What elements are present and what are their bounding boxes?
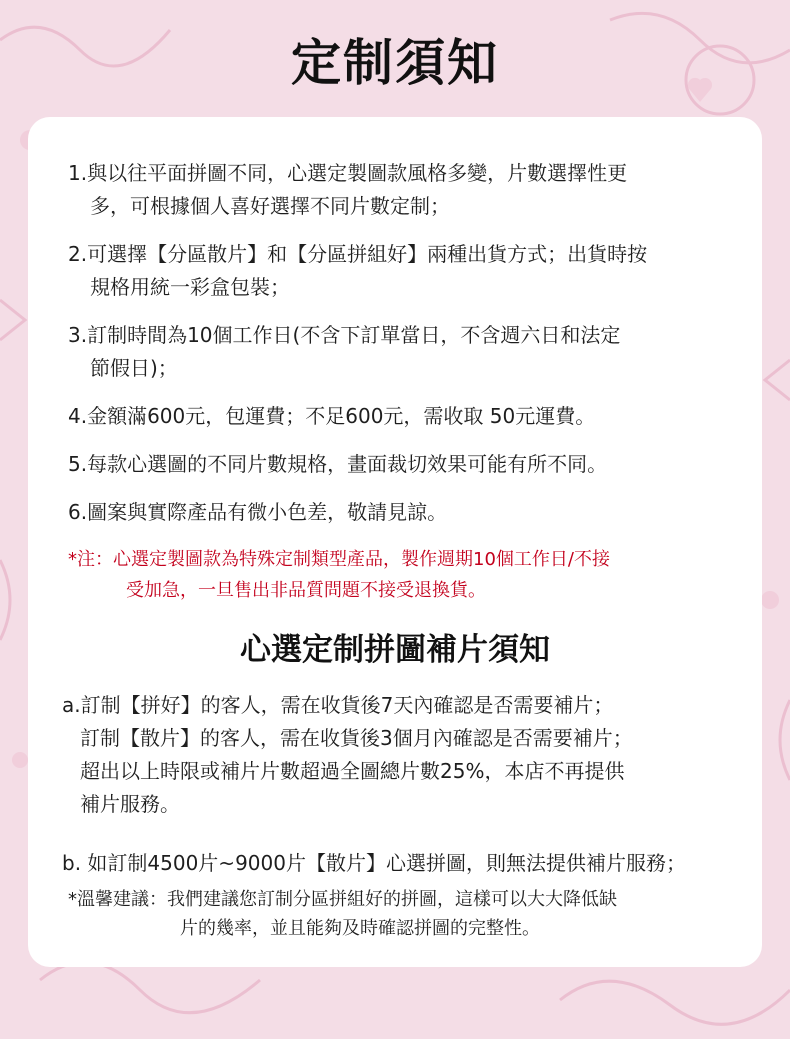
notice-line: 節假日)；	[90, 356, 178, 380]
notice-line: 4.金額滿600元，包運費；不足600元，需收取 50元運費。	[68, 404, 596, 428]
notice-card	[28, 117, 762, 967]
notice-item-3	[68, 319, 758, 385]
supplement-a	[62, 689, 752, 821]
notice-line: 5.每款心選圖的不同片數規格，畫面裁切效果可能有所不同。	[68, 452, 608, 476]
tip-line: 片的幾率，並且能夠及時確認拼圖的完整性。	[180, 918, 540, 939]
notice-line: 規格用統一彩盒包裝；	[90, 275, 290, 299]
notice-item-5	[68, 448, 758, 481]
notice-item-6	[68, 496, 758, 529]
supplement-line: 超出以上時限或補片片數超過全圖總片數25%，本店不再提供	[80, 759, 625, 783]
notice-item-2	[68, 238, 758, 304]
supplement-line: a.訂制【拼好】的客人，需在收貨後7天內確認是否需要補片；	[62, 693, 614, 717]
notice-line: 3.訂制時間為10個工作日(不含下訂單當日，不含週六日和法定	[68, 323, 621, 347]
warm-tip	[68, 885, 758, 943]
supplement-title: 心選定制拼圖補片須知	[240, 632, 550, 668]
notice-line: 多，可根據個人喜好選擇不同片數定制；	[90, 194, 450, 218]
warning-note	[68, 544, 758, 606]
notice-line: 2.可選擇【分區散片】和【分區拼組好】兩種出貨方式；出貨時按	[68, 242, 648, 266]
warning-line: 受加急，一旦售出非品質問題不接受退換貨。	[126, 580, 486, 601]
page-title: 定制須知	[291, 34, 499, 92]
notice-line: 6.圖案與實際產品有微小色差，敬請見諒。	[68, 500, 448, 524]
warning-line: *注：心選定製圖款為特殊定制類型產品，製作週期10個工作日/不接	[68, 549, 610, 570]
notice-item-1	[68, 157, 758, 223]
tip-line: *溫馨建議：我們建議您訂制分區拼組好的拼圖，這樣可以大大降低缺	[68, 889, 617, 910]
notice-item-4	[68, 400, 758, 433]
supplement-b: b. 如訂制4500片~9000片【散片】心選拼圖，則無法提供補片服務；	[62, 851, 686, 875]
notice-line: 1.與以往平面拼圖不同，心選定製圖款風格多變，片數選擇性更	[68, 161, 628, 185]
supplement-line: 訂制【散片】的客人，需在收貨後3個月內確認是否需要補片；	[80, 726, 633, 750]
notice-list	[68, 157, 758, 606]
supplement-line: 補片服務。	[80, 792, 180, 816]
